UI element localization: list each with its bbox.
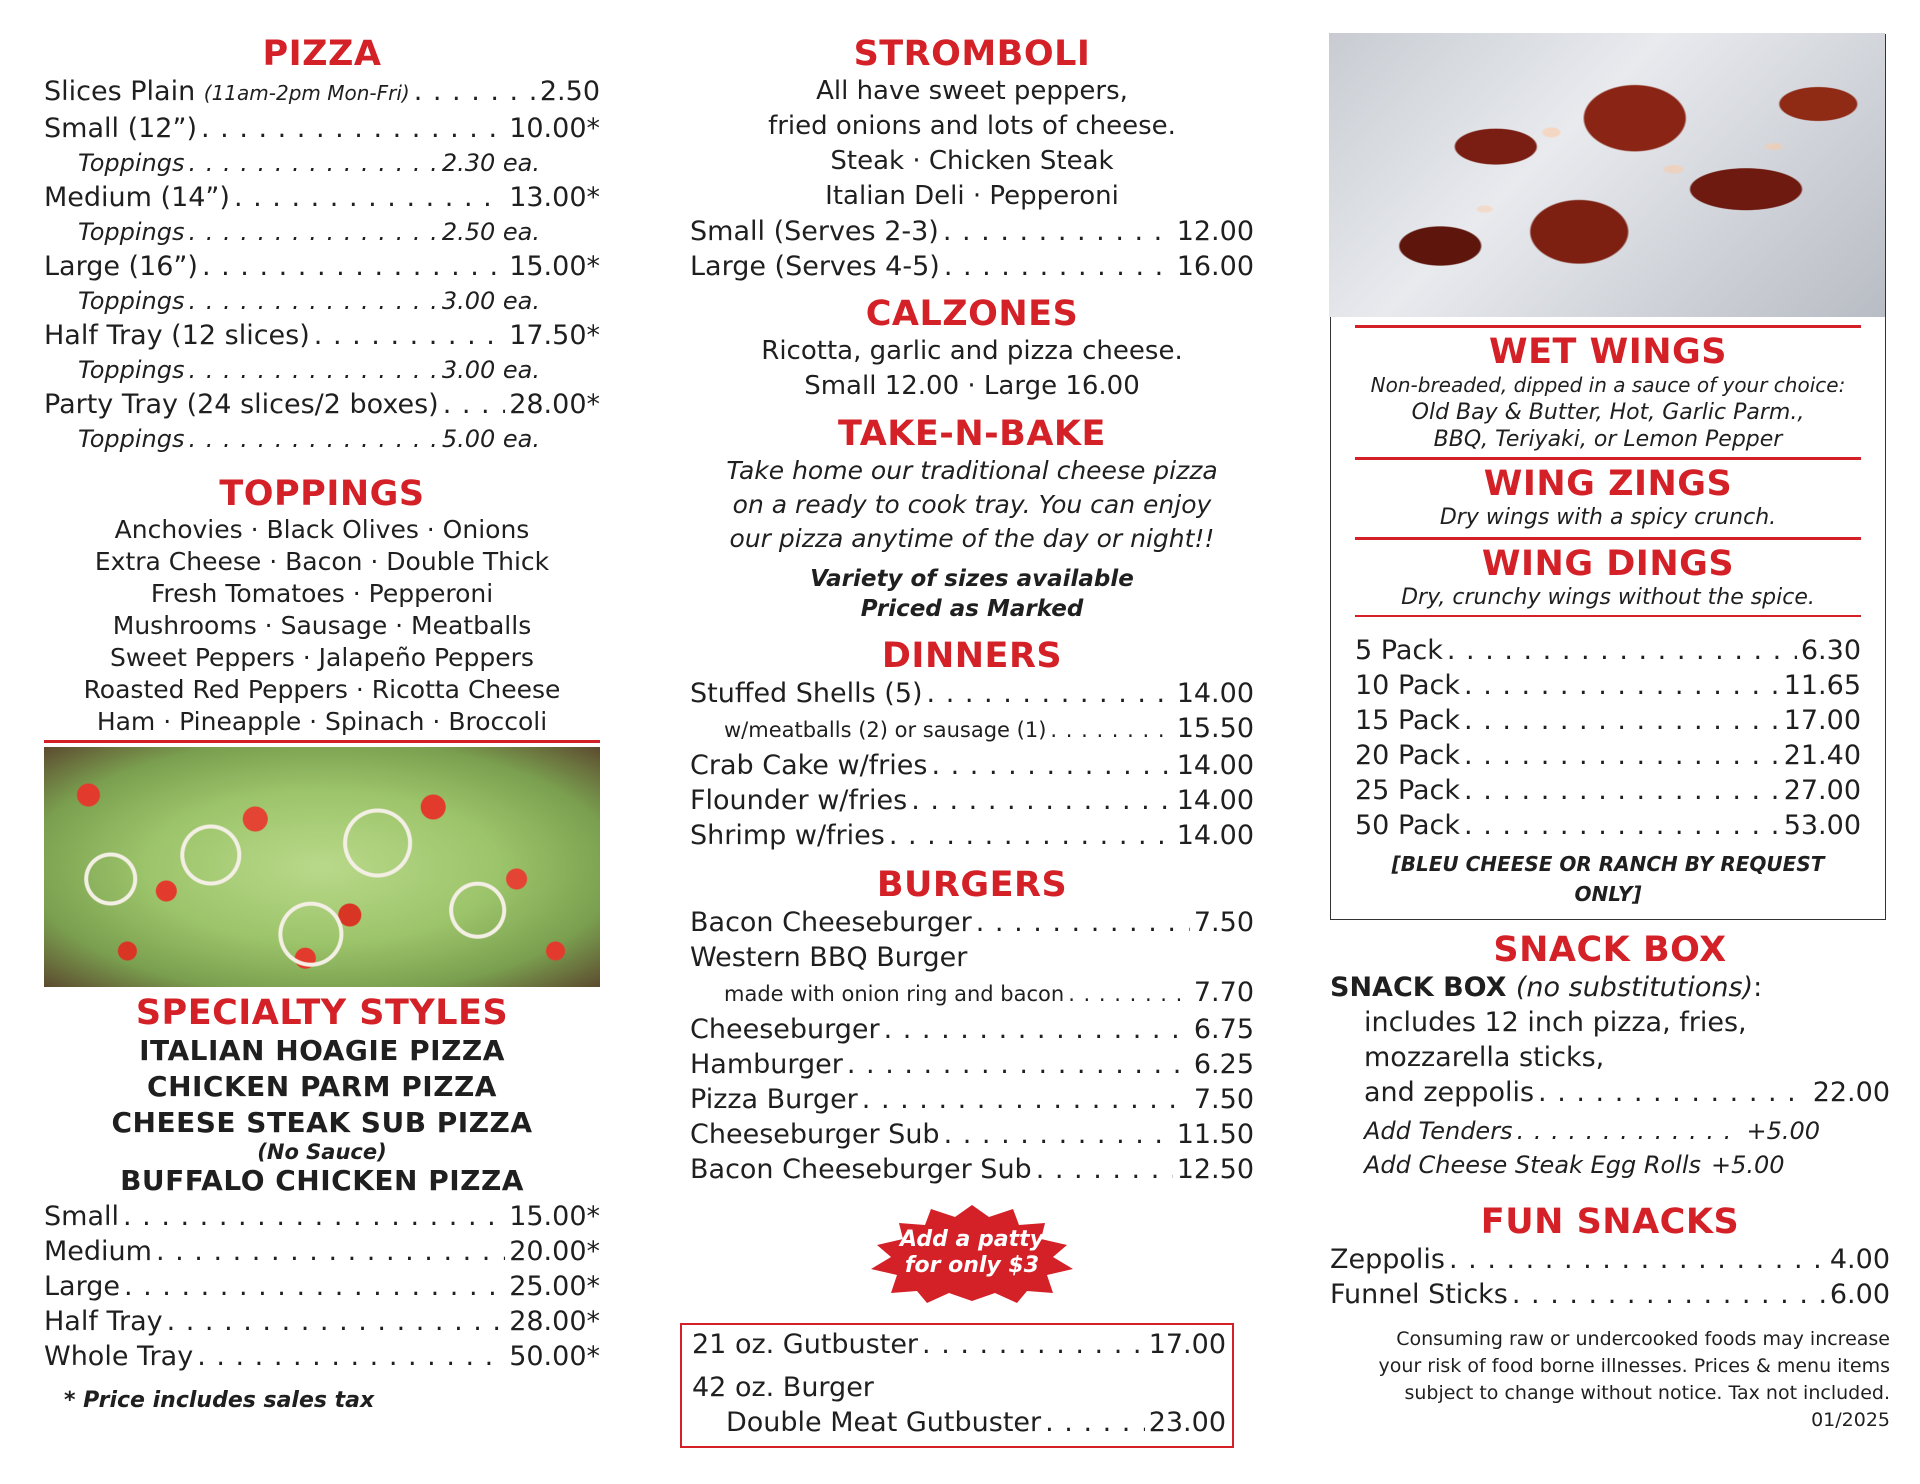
menu-row xyxy=(690,1012,1254,1047)
stromboli-desc: fried onions and lots of cheese. xyxy=(768,111,1176,141)
item-label: 10 Pack xyxy=(1355,670,1461,701)
toppings-line: Ham · Pineapple · Spinach · Broccoli xyxy=(96,707,548,736)
item-price: 14.00 xyxy=(1176,678,1254,709)
menu-row xyxy=(690,905,1254,940)
item-label: Stuffed Shells (5) xyxy=(690,678,923,709)
item-price: 17.00 xyxy=(1783,705,1861,736)
item-label: Cheeseburger Sub xyxy=(690,1119,940,1150)
item-label: 25 Pack xyxy=(1355,775,1461,806)
take-n-bake-desc: on a ready to cook tray. You can enjoy xyxy=(732,490,1212,519)
item-price: 28.00* xyxy=(509,389,600,420)
item-price: 4.00 xyxy=(1829,1244,1890,1275)
item-price: 5.00 ea. xyxy=(441,425,540,453)
wet-wings-desc: BBQ, Teriyaki, or Lemon Pepper xyxy=(1433,427,1783,452)
menu-row xyxy=(1355,703,1861,738)
menu-row xyxy=(44,249,600,284)
menu-row xyxy=(44,1339,600,1374)
snack-box-heading: SNACK BOX (no substitutions): xyxy=(1330,972,1763,1003)
item-label: 50 Pack xyxy=(1355,810,1461,841)
wing-zings-desc: Dry wings with a spicy crunch. xyxy=(1439,505,1777,530)
item-label: Small (12”) xyxy=(44,113,197,144)
item-label: 15 Pack xyxy=(1355,705,1461,736)
item-price: 14.00 xyxy=(1176,750,1254,781)
item-label: Western BBQ Burger xyxy=(690,942,968,973)
item-price: 12.00 xyxy=(1176,216,1254,247)
item-price: +5.00 xyxy=(1746,1117,1820,1145)
item-label: Party Tray (24 slices/2 boxes) xyxy=(44,389,439,420)
item-price: 7.50 xyxy=(1193,1084,1254,1115)
wings-photo xyxy=(1329,33,1885,317)
menu-row xyxy=(692,1405,1226,1440)
stromboli-title: STROMBOLI xyxy=(853,34,1091,74)
menu-row xyxy=(44,180,600,215)
toppings-line: Mushrooms · Sausage · Meatballs xyxy=(112,611,532,640)
toppings-list xyxy=(44,514,600,738)
menu-row xyxy=(690,940,1254,975)
item-price: 28.00* xyxy=(509,1306,600,1337)
take-n-bake-desc: our pizza anytime of the day or night!! xyxy=(729,524,1215,553)
item-label: Large (16”) xyxy=(44,251,198,282)
burgers-title: BURGERS xyxy=(876,865,1068,905)
menu-row xyxy=(690,748,1254,783)
item-label: Shrimp w/fries xyxy=(690,820,885,851)
menu-row xyxy=(690,214,1254,249)
item-price: 2.50 ea. xyxy=(441,218,540,246)
item-price: 15.00* xyxy=(509,1201,600,1232)
stromboli-desc: Italian Deli · Pepperoni xyxy=(825,181,1119,211)
item-label: and zeppolis xyxy=(1364,1077,1535,1108)
item-price: 53.00 xyxy=(1783,810,1861,841)
take-n-bake-desc: Take home our traditional cheese pizza xyxy=(726,456,1218,485)
wet-wings-desc: Old Bay & Butter, Hot, Garlic Parm., xyxy=(1411,400,1805,425)
menu-row xyxy=(690,1082,1254,1117)
toppings-line: Extra Cheese · Bacon · Double Thick xyxy=(94,547,550,576)
item-price: 6.00 xyxy=(1829,1279,1890,1310)
menu-row xyxy=(690,1117,1254,1152)
menu-row xyxy=(690,249,1254,284)
menu-row xyxy=(44,74,600,111)
gutbuster-box xyxy=(680,1323,1234,1448)
item-price: 25.00* xyxy=(509,1271,600,1302)
take-n-bake-note: Priced as Marked xyxy=(860,596,1084,622)
item-label: Bacon Cheeseburger xyxy=(690,907,972,938)
item-label: Pizza Burger xyxy=(690,1084,858,1115)
item-label: Add Tenders xyxy=(1364,1117,1513,1145)
menu-row xyxy=(44,111,600,146)
menu-row xyxy=(44,1269,600,1304)
disclaimer-line: your risk of food borne illnesses. Prices & menu items xyxy=(1378,1355,1890,1377)
item-label: Cheeseburger xyxy=(690,1014,880,1045)
stromboli-desc: Steak · Chicken Steak xyxy=(830,146,1114,176)
item-price: 15.50 xyxy=(1176,713,1254,744)
menu-row xyxy=(1330,1075,1890,1110)
toppings-line: Roasted Red Peppers · Ricotta Cheese xyxy=(83,675,561,704)
calzones-prices: Small 12.00 · Large 16.00 xyxy=(804,371,1140,401)
take-n-bake-note: Variety of sizes available xyxy=(810,566,1134,592)
divider xyxy=(1355,615,1861,617)
take-n-bake-title: TAKE-N-BAKE xyxy=(838,414,1106,454)
item-price: 23.00 xyxy=(1148,1407,1226,1438)
item-price: 11.50 xyxy=(1176,1119,1254,1150)
item-price: 16.00 xyxy=(1176,251,1254,282)
disclaimer xyxy=(1330,1326,1890,1434)
item-price: 2.50 xyxy=(539,76,600,107)
toppings-title: TOPPINGS xyxy=(219,474,425,514)
menu-row xyxy=(692,1370,1226,1405)
tax-note: * Price includes sales tax xyxy=(64,1388,375,1413)
item-label: 20 Pack xyxy=(1355,740,1461,771)
menu-row xyxy=(1330,1242,1890,1277)
item-price: 3.00 ea. xyxy=(441,356,540,384)
item-price: 20.00* xyxy=(509,1236,600,1267)
revision-date: 01/2025 xyxy=(1811,1409,1890,1431)
item-label: Crab Cake w/fries xyxy=(690,750,928,781)
toppings-line: Sweet Peppers · Jalapeño Peppers xyxy=(110,643,534,672)
menu-row xyxy=(1330,1277,1890,1312)
calzones-desc: Ricotta, garlic and pizza cheese. xyxy=(761,336,1183,366)
pizza-list xyxy=(44,74,600,456)
item-price: 14.00 xyxy=(1176,820,1254,851)
item-label: 21 oz. Gutbuster xyxy=(692,1329,919,1360)
item-price: 17.00 xyxy=(1148,1329,1226,1360)
item-label: Toppings xyxy=(78,287,185,315)
item-price: 15.00* xyxy=(509,251,600,282)
add-patty-badge xyxy=(867,1203,1077,1303)
specialty-style: BUFFALO CHICKEN PIZZA xyxy=(120,1164,524,1197)
toppings-line: Fresh Tomatoes · Pepperoni xyxy=(150,579,494,608)
menu-row xyxy=(690,1152,1254,1187)
menu-row xyxy=(690,676,1254,711)
item-price: 17.50* xyxy=(509,320,600,351)
item-price: 13.00* xyxy=(509,182,600,213)
item-price: 3.00 ea. xyxy=(441,287,540,315)
item-label: Flounder w/fries xyxy=(690,785,908,816)
menu-row xyxy=(690,975,1254,1012)
column-stromboli xyxy=(690,34,1254,1448)
divider xyxy=(1355,457,1861,460)
menu-row xyxy=(690,818,1254,853)
snack-box-label: SNACK BOX xyxy=(1330,972,1516,1003)
item-label: Medium (14”) xyxy=(44,182,230,213)
menu-row xyxy=(692,1327,1226,1362)
menu-row xyxy=(1355,738,1861,773)
menu-row-toppings xyxy=(44,146,600,180)
addon-row xyxy=(1330,1148,1890,1182)
item-label: Double Meat Gutbuster xyxy=(726,1407,1042,1438)
item-label: Small (Serves 2-3) xyxy=(690,216,939,247)
item-label: w/meatballs (2) or sausage (1) xyxy=(724,718,1047,742)
item-note: (11am-2pm Mon-Fri) xyxy=(203,81,410,105)
item-price: 7.70 xyxy=(1193,977,1254,1008)
wing-dings-title: WING DINGS xyxy=(1481,544,1735,584)
item-label: made with onion ring and bacon xyxy=(724,982,1065,1006)
badge-line: Add a patty xyxy=(900,1227,1044,1252)
snack-box-title: SNACK BOX xyxy=(1493,930,1727,970)
menu-row xyxy=(44,1304,600,1339)
sauce-note: [BLEU CHEESE OR RANCH BY REQUEST ONLY] xyxy=(1391,852,1825,906)
item-price: 50.00* xyxy=(509,1341,600,1372)
menu-row xyxy=(44,318,600,353)
pizza-photo xyxy=(44,747,600,987)
item-label: 42 oz. Burger xyxy=(692,1372,874,1403)
item-label: Bacon Cheeseburger Sub xyxy=(690,1154,1032,1185)
item-price: 7.50 xyxy=(1193,907,1254,938)
menu-row xyxy=(1355,773,1861,808)
item-label: Toppings xyxy=(78,425,185,453)
item-label: Medium xyxy=(44,1236,152,1267)
menu-row xyxy=(690,711,1254,748)
snack-box-desc: includes 12 inch pizza, fries, xyxy=(1364,1007,1747,1038)
pizza-title: PIZZA xyxy=(262,34,382,74)
menu-row xyxy=(44,387,600,422)
item-label: Hamburger xyxy=(690,1049,843,1080)
item-price: 6.25 xyxy=(1193,1049,1254,1080)
no-sauce-note: (No Sauce) xyxy=(257,1140,387,1164)
specialty-style: CHICKEN PARM PIZZA xyxy=(147,1070,497,1103)
item-label: Add Cheese Steak Egg Rolls xyxy=(1364,1151,1702,1179)
item-label: Small xyxy=(44,1201,119,1232)
wet-wings-desc: Non-breaded, dipped in a sauce of your choice: xyxy=(1370,373,1846,397)
item-price: 6.30 xyxy=(1800,635,1861,666)
menu-row xyxy=(1355,808,1861,843)
item-price: 6.75 xyxy=(1193,1014,1254,1045)
item-label: Half Tray (12 slices) xyxy=(44,320,310,351)
wings-box xyxy=(1330,34,1886,920)
divider xyxy=(1355,537,1861,540)
item-price: 14.00 xyxy=(1176,785,1254,816)
item-price: 27.00 xyxy=(1783,775,1861,806)
menu-row xyxy=(690,783,1254,818)
specialty-style: ITALIAN HOAGIE PIZZA xyxy=(139,1034,505,1067)
calzones-title: CALZONES xyxy=(865,294,1079,334)
column-pizza xyxy=(44,34,600,1413)
item-price: 10.00* xyxy=(509,113,600,144)
item-price: +5.00 xyxy=(1711,1151,1785,1179)
snack-box-restriction: (no substitutions) xyxy=(1515,972,1754,1003)
item-label: Funnel Sticks xyxy=(1330,1279,1508,1310)
menu-row-toppings xyxy=(44,422,600,456)
item-price: 22.00 xyxy=(1812,1077,1890,1108)
item-label: Toppings xyxy=(78,218,185,246)
item-price: 21.40 xyxy=(1783,740,1861,771)
menu-row xyxy=(44,1234,600,1269)
item-label: Slices Plain xyxy=(44,76,204,107)
item-label: Large xyxy=(44,1271,120,1302)
item-label: Large (Serves 4-5) xyxy=(690,251,940,282)
snack-box-desc: mozzarella sticks, xyxy=(1364,1042,1605,1073)
stromboli-desc: All have sweet peppers, xyxy=(816,76,1128,106)
addon-row xyxy=(1330,1114,1890,1148)
menu-row xyxy=(44,1199,600,1234)
toppings-line: Anchovies · Black Olives · Onions xyxy=(114,515,530,544)
item-label: Half Tray xyxy=(44,1306,163,1337)
divider xyxy=(44,740,600,743)
item-label: 5 Pack xyxy=(1355,635,1443,666)
item-label: Toppings xyxy=(78,356,185,384)
menu-row-toppings xyxy=(44,353,600,387)
menu-row xyxy=(1355,668,1861,703)
wing-pack-list xyxy=(1355,633,1861,843)
wing-dings-desc: Dry, crunchy wings without the spice. xyxy=(1401,585,1815,610)
item-label: Whole Tray xyxy=(44,1341,194,1372)
item-label: Toppings xyxy=(78,149,185,177)
item-price: 12.50 xyxy=(1176,1154,1254,1185)
disclaimer-line: subject to change without notice. Tax not included. xyxy=(1404,1382,1890,1404)
specialty-title: SPECIALTY STYLES xyxy=(135,993,509,1033)
wing-zings-title: WING ZINGS xyxy=(1483,464,1733,504)
item-price: 2.30 ea. xyxy=(441,149,540,177)
item-price: 11.65 xyxy=(1783,670,1861,701)
specialty-style: CHEESE STEAK SUB PIZZA xyxy=(111,1106,533,1139)
menu-row xyxy=(690,1047,1254,1082)
fun-snacks-title: FUN SNACKS xyxy=(1480,1202,1740,1242)
column-wings xyxy=(1330,34,1890,1434)
wet-wings-title: WET WINGS xyxy=(1489,332,1727,372)
divider xyxy=(1355,325,1861,328)
menu-row-toppings xyxy=(44,284,600,318)
menu-row xyxy=(1355,633,1861,668)
badge-line: for only $3 xyxy=(904,1253,1040,1278)
item-label: Zeppolis xyxy=(1330,1244,1445,1275)
specialty-price-list xyxy=(44,1199,600,1374)
menu-row-toppings xyxy=(44,215,600,249)
dinners-title: DINNERS xyxy=(881,636,1063,676)
disclaimer-line: Consuming raw or undercooked foods may increase xyxy=(1396,1328,1890,1350)
